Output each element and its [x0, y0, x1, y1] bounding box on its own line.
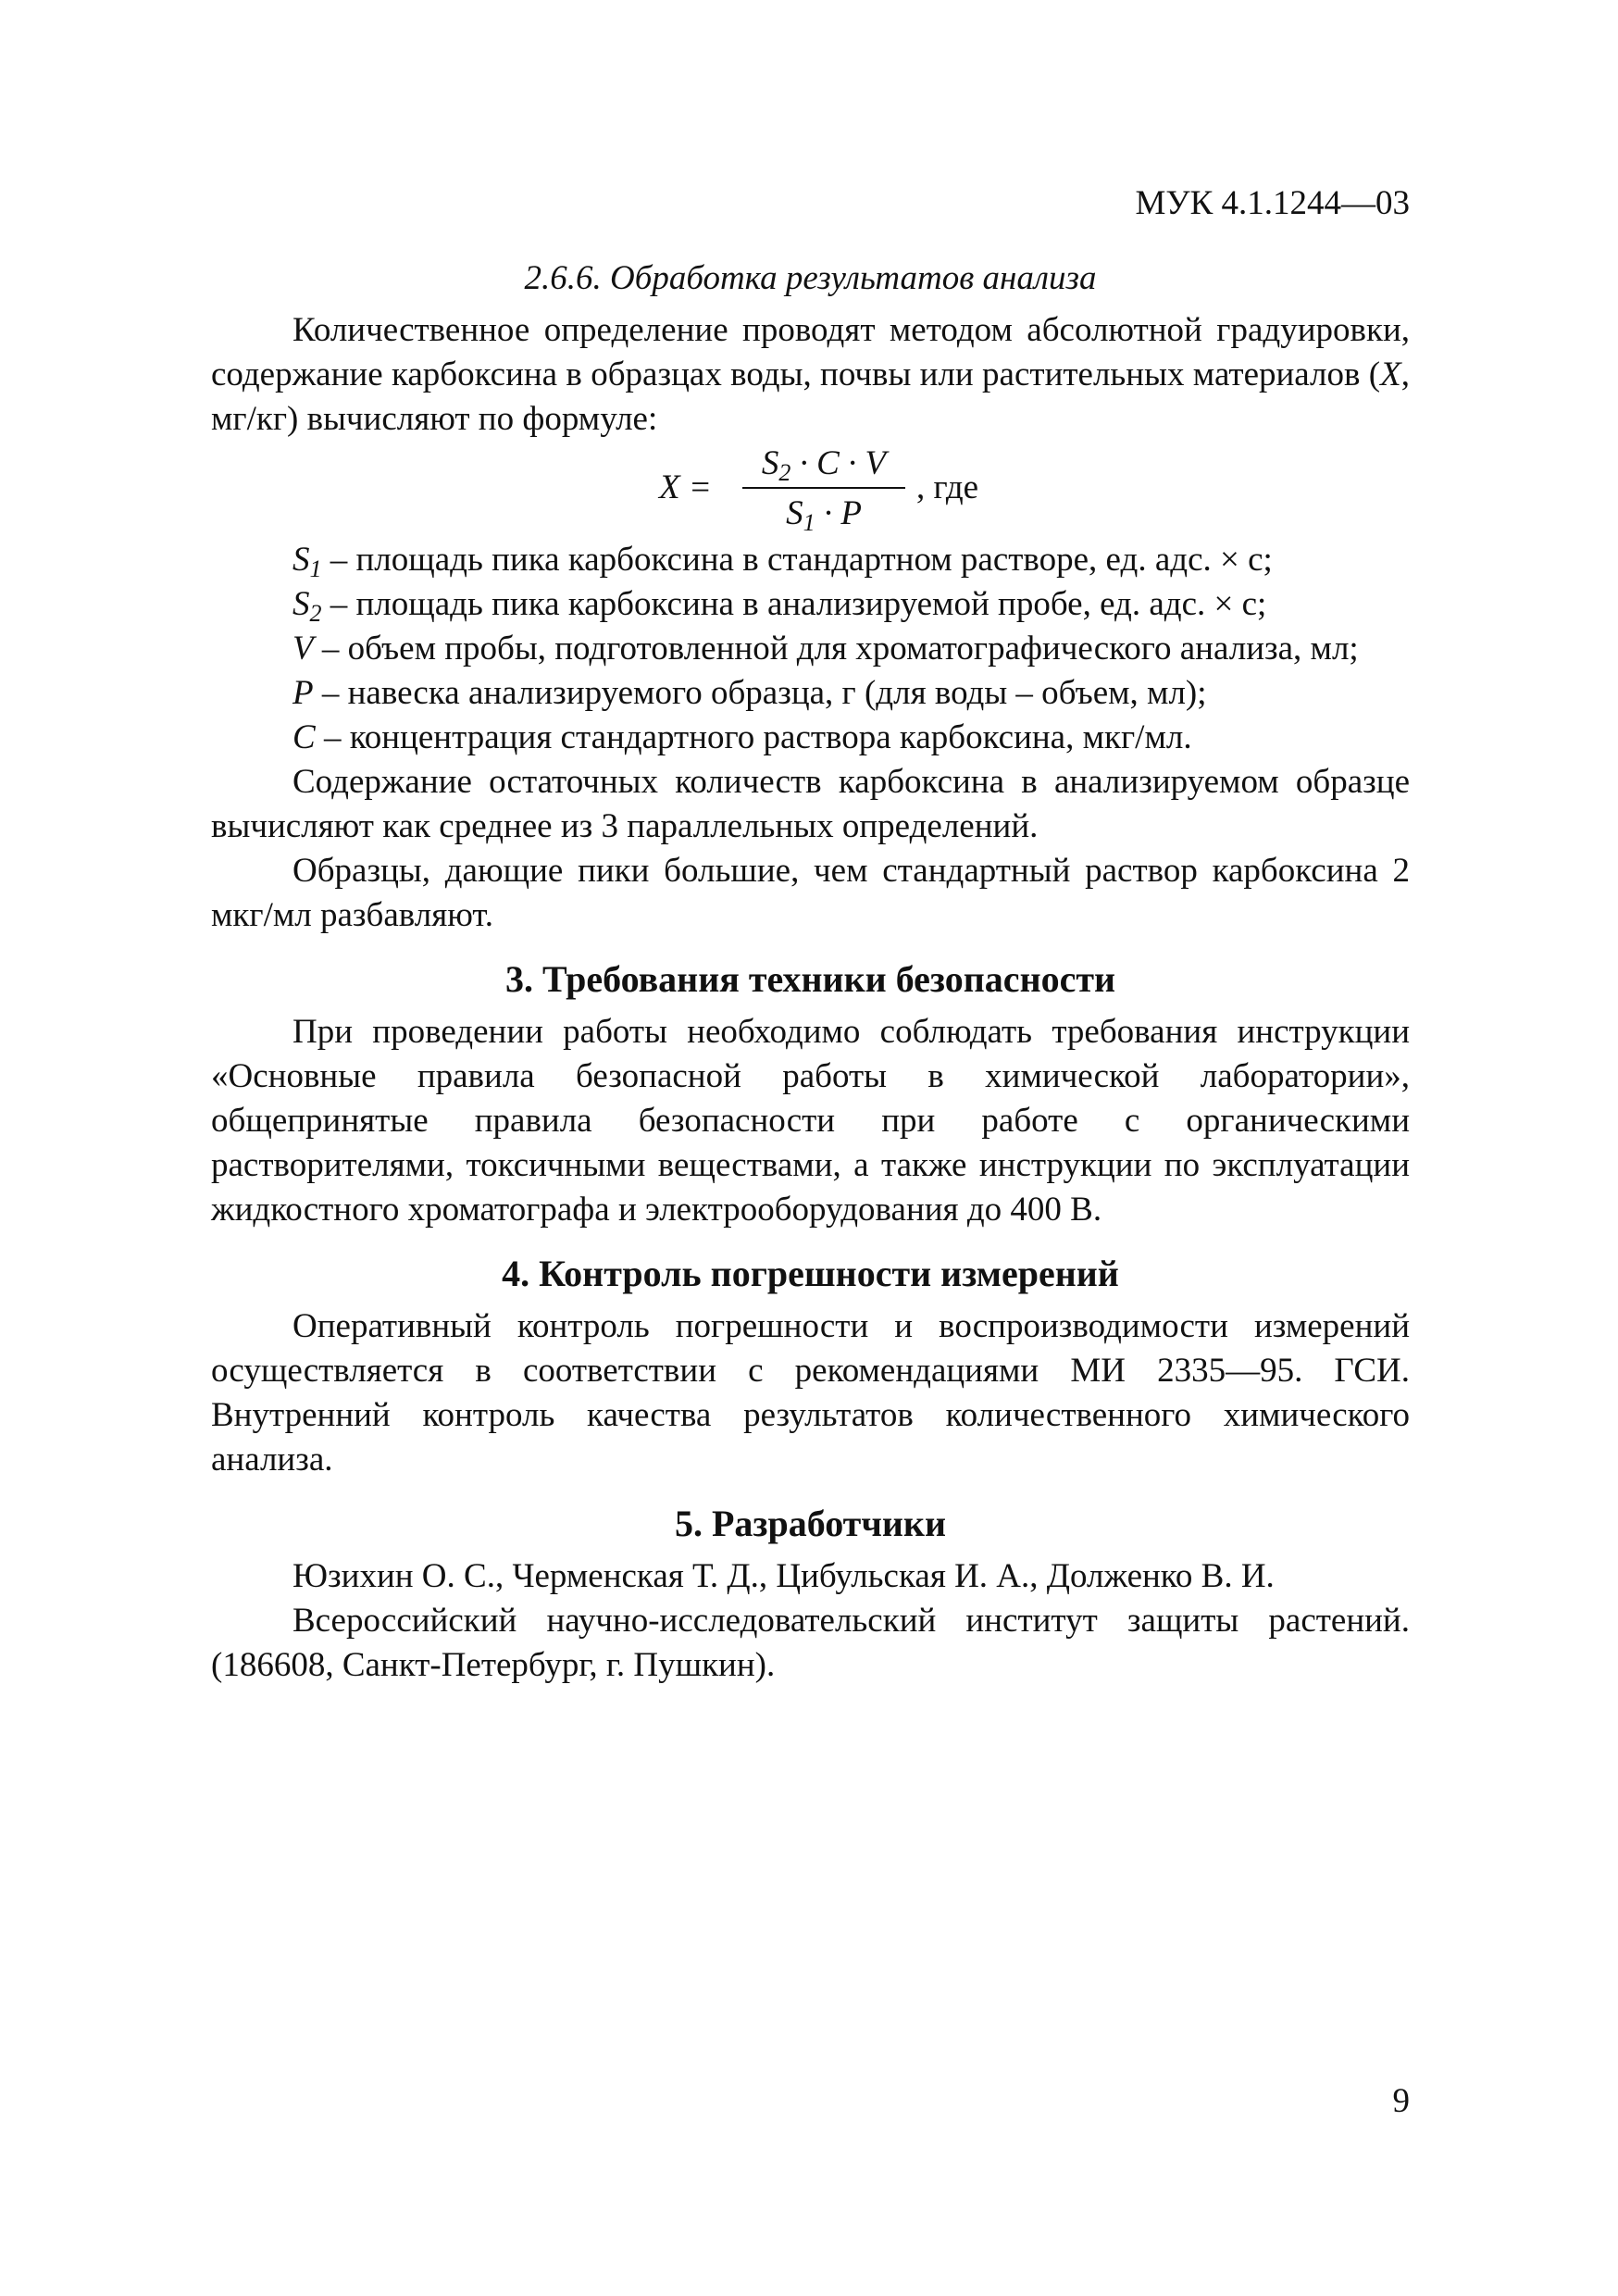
formula-lhs: X =	[659, 468, 712, 506]
page-number: 9	[1392, 2082, 1410, 2120]
formula-tail: , где	[916, 468, 979, 506]
intro-paragraph: Количественное определение проводят методом абсолютной градуировки, содержание карбоксина в образцах воды, почвы или растительных материалов (X, мг/кг) вычисляют по формуле:	[211, 311, 1410, 438]
subsection-title: 2.6.6. Обработка результатов анализа	[524, 259, 1097, 297]
section-5-authors: Юзихин О. С., Черменская Т. Д., Цибульская И. А., Долженко В. И.	[292, 1557, 1275, 1595]
formula-numerator: $S_2 \cdot C \cdot V$	[761, 444, 887, 486]
section-5-institute: Всероссийский научно-исследовательский институт защиты растений. (186608, Санкт-Петербург, г. Пушкин).	[211, 1602, 1410, 1684]
document-code: МУК 4.1.1244—03	[1135, 184, 1410, 222]
definition-c: C – концентрация стандартного раствора карбоксина, мкг/мл.	[292, 718, 1192, 756]
definition-s2: $S_2$ – площадь пика карбоксина в анализируемой пробе, ед. адс. × с;	[292, 585, 1267, 627]
calculation-formula	[211, 442, 1410, 538]
page-body	[211, 157, 1410, 1688]
results-paragraph-mean: Содержание остаточных количеств карбоксина в анализируемом образце вычисляют как среднее из 3 параллельных определений.	[211, 763, 1410, 845]
section-3-title: 3. Требования техники безопасности	[504, 958, 1116, 1000]
formula-denominator: $S_1 \cdot P$	[786, 494, 862, 536]
definition-s1: $S_1$ – площадь пика карбоксина в стандартном растворе, ед. адс. × с;	[292, 541, 1273, 582]
definition-v: V – объем пробы, подготовленной для хроматографического анализа, мл;	[292, 630, 1359, 668]
fraction-bar	[742, 487, 905, 489]
section-4-title: 4. Контроль погрешности измерений	[502, 1253, 1119, 1294]
section-3-text: При проведении работы необходимо соблюдать требования инструкции «Основные правила безопасной работы в химической лаборатории», общепринятые правила безопасности при работе с органическими растворителями, токсичными веществами, а также инструкции по эксплуатации жидкостного хроматографа и электрооборудования до 400 В.	[211, 1013, 1410, 1229]
formula-fraction	[742, 442, 905, 536]
definition-p: P – навеска анализируемого образца, г (для воды – объем, мл);	[292, 674, 1207, 712]
section-5-title: 5. Разработчики	[674, 1503, 947, 1544]
section-4-text: Оперативный контроль погрешности и воспроизводимости измерений осуществляется в соответствии с рекомендациями МИ 2335—95. ГСИ. Внутренний контроль качества результатов количественного химического анализа.	[211, 1307, 1410, 1479]
results-paragraph-dilution: Образцы, дающие пики большие, чем стандартный раствор карбоксина 2 мкг/мл разбавляют.	[211, 852, 1410, 934]
